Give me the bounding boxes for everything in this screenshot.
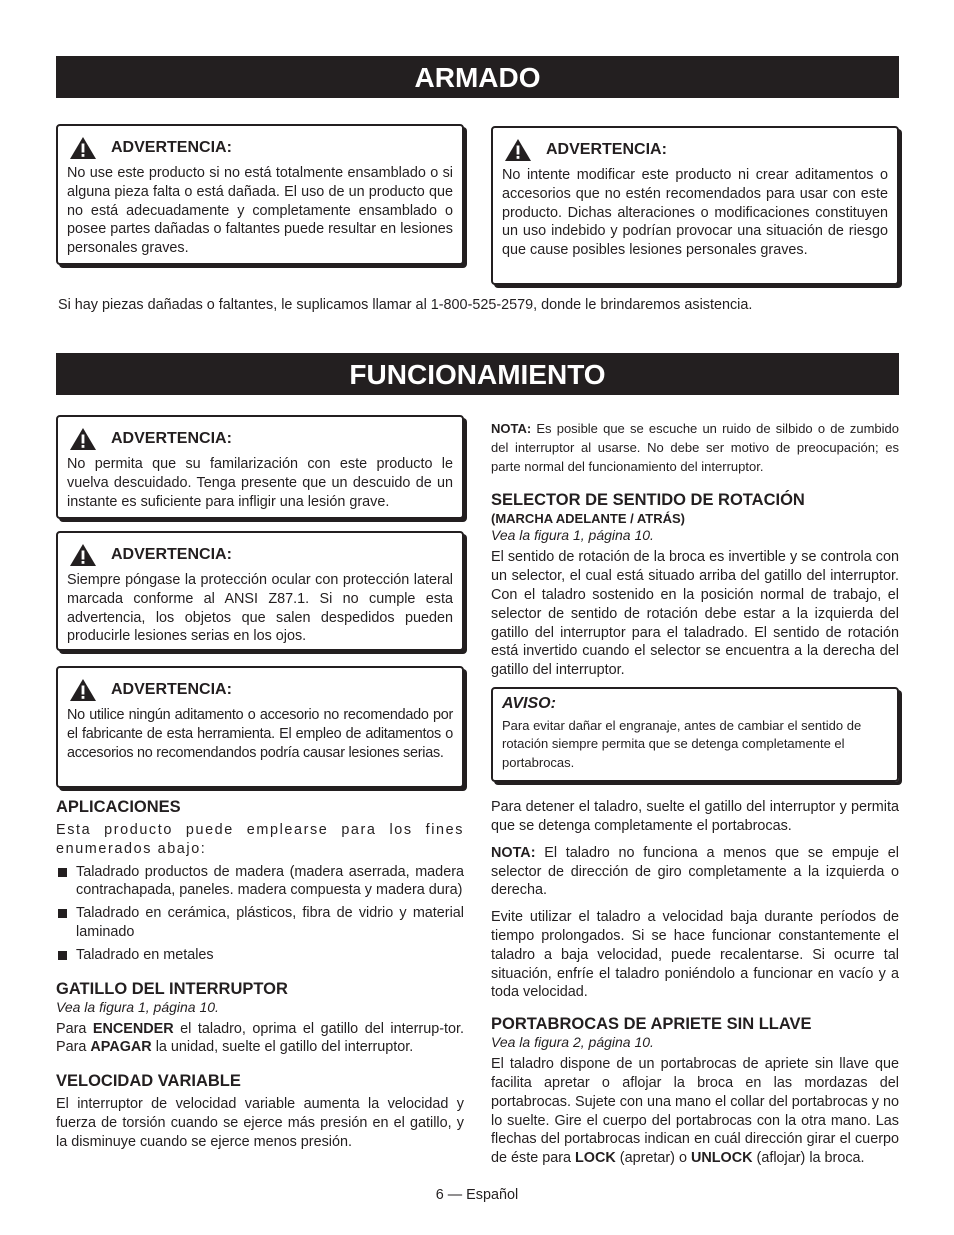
aviso-title: AVISO: [502,694,556,712]
func-warning-1 [56,415,464,519]
portabrocas-figure-ref: Vea la figura 2, página 10. [491,1034,654,1051]
armado-warning-2 [491,126,899,285]
warning-text: No utilice ningún aditamento o accesorio no recomendado por el fabricante de esta herramienta. El empleo de aditamentos o accesorios no recomendandos podría causar lesiones serias. [67,707,453,761]
list-item: Taladrado en metales [56,946,464,965]
list-item: Taladrado productos de madera (madera aserrada, madera contrachapada, paneles. madera compuesta y madera dura) [56,863,464,901]
aplicaciones-list [56,863,464,965]
aplicaciones-intro: Esta producto puede emplearse para los fines enumerados abajo: [56,822,464,857]
aplicaciones-heading: APLICACIONES [56,798,181,816]
warning-text: No intente modificar este producto ni crear aditamentos o accesorios que no estén recomendados para usar con este producto. Dichas alteraciones o modificaciones constituyen un uso indebido y podrían provocar una situación de riesgo que cause posibles lesiones personales graves. [502,167,888,259]
warning-text: No use este producto si no está totalmente ensamblado o si alguna pieza falta o está dañada. El uso de un producto que no está adecuadamente y completamente ensamblado o posee partes dañadas o faltantes puede resultar en lesiones personales graves. [67,165,453,257]
portabrocas-heading: PORTABROCAS DE APRIETE SIN LLAVE [491,1015,812,1034]
warning-title: ADVERTENCIA: [546,141,667,158]
func-warning-2 [56,531,464,651]
warning-title: ADVERTENCIA: [111,681,232,698]
nota-1: NOTA: Es posible que se escuche un ruido de silbido o de zumbido del interruptor al usarse. No debe ser motivo de preocupación; es parte normal del funcionamiento del interruptor. [491,421,899,474]
evite-text: Evite utilizar el taladro a velocidad baja durante períodos de tiempo prolongados. Si se hace funcionar constantemente el taladro a baja velocidad, puede recalentarse. Si ocurre tal situación, enfríe el taladro poniéndolo a funcionar en vacío y a toda velocidad. [491,909,899,1001]
warning-title: ADVERTENCIA: [111,430,232,447]
nota-2: NOTA: El taladro no funciona a menos que se empuje el selector de dirección de giro completamente a la izquierda o derecha. [491,844,899,899]
gatillo-text: Para ENCENDER el taladro, oprima el gatillo del interrup-tor. Para APAGAR la unidad, suelte el gatillo del interruptor. [56,1020,464,1056]
gatillo-figure-ref: Vea la figura 1, página 10. [56,998,219,1015]
page-footer: 6 — Español [435,1187,519,1203]
func-warning-3 [56,666,464,788]
warning-triangle-icon [504,138,532,162]
aviso-text: Para evitar dañar el engranaje, antes de cambiar el sentido de rotación siempre permita que se detenga completamente el portabrocas. [502,717,862,770]
funcionamiento-title: FUNCIONAMIENTO [349,359,606,390]
right-column [491,420,899,1176]
aviso-box [491,687,899,782]
selector-heading: SELECTOR DE SENTIDO DE ROTACIÓN [491,491,805,510]
selector-subheading: (MARCHA ADELANTE / ATRÁS) [491,511,686,527]
funcionamiento-banner [56,353,899,395]
warning-triangle-icon [69,678,97,702]
warning-triangle-icon [69,543,97,567]
warning-text: No permita que su familarización con este producto le vuelva descuidado. Tenga presente que un descuido de un instante es suficiente para infligir una lesión grave. [67,456,453,510]
armado-banner [56,56,899,98]
gatillo-heading: GATILLO DEL INTERRUPTOR [56,979,288,998]
list-item: Taladrado en cerámica, plásticos, fibra de vidrio y material laminado [56,904,464,942]
armado-title: ARMADO [414,62,541,93]
warning-triangle-icon [69,136,97,160]
armado-warning-1 [56,124,464,265]
warning-title: ADVERTENCIA: [111,139,232,156]
portabrocas-text: El taladro dispone de un portabrocas de apriete sin llave que facilita apretar o aflojar la broca en las mordazas del portabrocas. Sujete con una mano el collar del portabrocas y no lo suelte. Gire el cuerpo del portabrocas con la otra mano. Las flechas del portabrocas indican en cuál dirección girar el cuerpo de éste para LOCK (apretar) o UNLOCK (aflojar) la broca. [491,1056,899,1167]
selector-text: El sentido de rotación de la broca es invertible y se controla con un selector, el cual está situado arriba del gatillo del interruptor. Con el taladro sostenido en la posición normal de trabajo, el selector de sentido de rotación debe estar a la izquierda del gatillo del interruptor para el taladrado. El sentido de rotación está invertido cuando el selector se encuentra a la derecha del gatillo del interruptor. [491,549,899,679]
selector-figure-ref: Vea la figura 1, página 10. [491,527,654,544]
warning-text: Siempre póngase la protección ocular con protección lateral marcada conforme al ANSI Z87.1. Si no cumple esta advertencia, los objetos que salen despedidos pueden producirle lesiones serias en los ojos. [67,572,453,645]
assistance-note: Si hay piezas dañadas o faltantes, le suplicamos llamar al 1-800-525-2579, donde le brindaremos asistencia. [58,297,753,313]
warning-title: ADVERTENCIA: [111,546,232,563]
left-column [56,797,464,1160]
velocidad-heading: VELOCIDAD VARIABLE [56,1072,241,1091]
velocidad-text: El interruptor de velocidad variable aumenta la velocidad y fuerza de torsión cuando se ejerce más presión en el gatillo, y la disminuye cuando se ejerce menos presión. [56,1096,464,1150]
warning-triangle-icon [69,427,97,451]
detener-text: Para detener el taladro, suelte el gatillo del interruptor y permita que se detenga completamente el portabrocas. [491,799,899,835]
